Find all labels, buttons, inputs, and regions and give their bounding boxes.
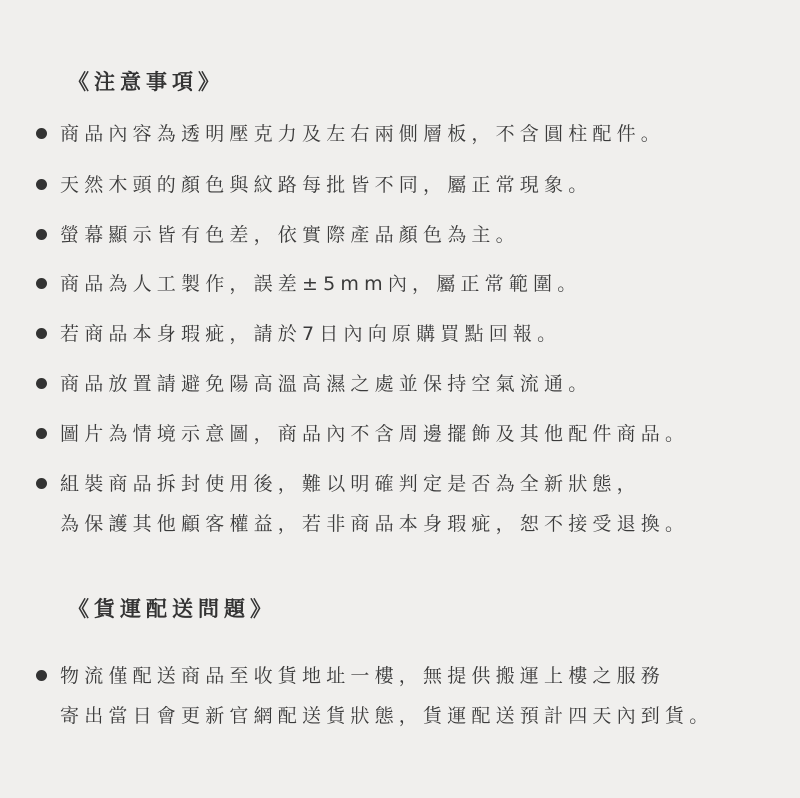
- notice-item: [36, 165, 786, 205]
- bullet-icon: [36, 128, 47, 139]
- notice-item: [36, 114, 786, 154]
- item-text-line-1: 物流僅配送商品至收貨地址一樓，無提供搬運上樓之服務: [60, 665, 666, 687]
- notice-item: [36, 364, 786, 404]
- bullet-icon: [36, 229, 47, 240]
- shipping-title: 《貨運配送問題》: [68, 597, 276, 621]
- notice-item: [36, 314, 786, 354]
- bullet-icon: [36, 328, 47, 339]
- item-text-line-1: 組裝商品拆封使用後，難以明確判定是否為全新狀態，: [60, 473, 641, 495]
- bullet-icon: [36, 478, 47, 489]
- notice-item: [36, 264, 786, 304]
- bullet-icon: [36, 378, 47, 389]
- bullet-icon: [36, 670, 47, 681]
- notice-item: [36, 215, 786, 255]
- bullet-icon: [36, 428, 47, 439]
- bullet-icon: [36, 179, 47, 190]
- notice-title: 《注意事項》: [68, 70, 224, 94]
- item-text: 螢幕顯示皆有色差，依實際產品顏色為主。: [60, 224, 520, 246]
- item-text-line-2: 寄出當日會更新官網配送貨狀態，貨運配送預計四天內到貨。: [60, 705, 714, 727]
- item-text: 若商品本身瑕疵，請於7日內向原購買點回報。: [60, 323, 562, 345]
- notice-item: [36, 464, 786, 544]
- item-text: 天然木頭的顏色與紋路每批皆不同，屬正常現象。: [60, 174, 593, 196]
- item-text: 商品內容為透明壓克力及左右兩側層板，不含圓柱配件。: [60, 123, 666, 145]
- item-text: 商品為人工製作，誤差±5mm內，屬正常範圍。: [60, 273, 582, 295]
- item-text-line-2: 為保護其他顧客權益，若非商品本身瑕疵，恕不接受退換。: [60, 513, 690, 535]
- item-text: 圖片為情境示意圖，商品內不含周邊擺飾及其他配件商品。: [60, 423, 690, 445]
- item-text: 商品放置請避免陽高溫高濕之處並保持空氣流通。: [60, 373, 593, 395]
- shipping-item: [36, 656, 786, 736]
- bullet-icon: [36, 278, 47, 289]
- notice-item: [36, 414, 786, 454]
